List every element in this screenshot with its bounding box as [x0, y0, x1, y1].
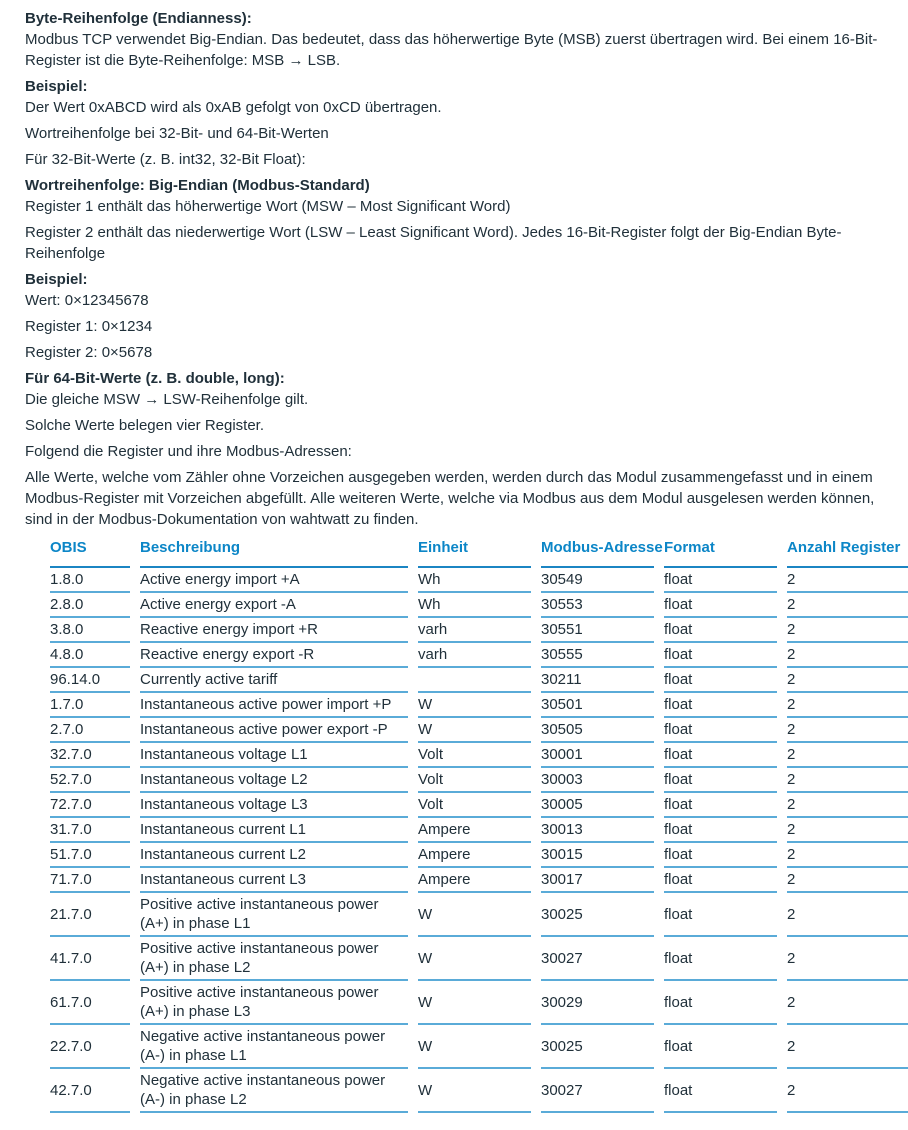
paragraph — [25, 342, 884, 363]
column-header-einheit: Einheit — [418, 535, 531, 568]
cell-einheit: W — [418, 981, 531, 1025]
cell-modbus-adresse: 30211 — [541, 668, 654, 693]
paragraph — [25, 123, 884, 144]
section-heading: Wortreihenfolge: Big-Endian (Modbus-Standard) — [25, 177, 370, 194]
cell-format: float — [664, 593, 777, 618]
cell-beschreibung: Negative active instantaneous power (A-) in phase L2 — [140, 1069, 408, 1113]
cell-beschreibung: Instantaneous active power export -P — [140, 718, 408, 743]
section-body: Modbus TCP verwendet Big-Endian. Das bedeutet, dass das höherwertige Byte (MSB) zuerst übertragen wird. Bei einem 16-Bit-Register ist die Byte-Reihenfolge: MSB → LSB. — [25, 31, 878, 69]
cell-obis: 2.7.0 — [50, 718, 130, 743]
cell-beschreibung: Active energy export -A — [140, 593, 408, 618]
cell-einheit — [418, 668, 531, 693]
section-body: Wortreihenfolge bei 32-Bit- und 64-Bit-Werten — [25, 125, 329, 142]
cell-anzahl-register: 2 — [787, 568, 908, 593]
cell-einheit: Ampere — [418, 868, 531, 893]
table-row — [50, 1025, 908, 1069]
cell-obis: 72.7.0 — [50, 793, 130, 818]
cell-einheit: varh — [418, 643, 531, 668]
cell-modbus-adresse: 30015 — [541, 843, 654, 868]
cell-beschreibung: Active energy import +A — [140, 568, 408, 593]
cell-format: float — [664, 981, 777, 1025]
cell-modbus-adresse: 30001 — [541, 743, 654, 768]
cell-beschreibung: Reactive energy export -R — [140, 643, 408, 668]
text-content — [25, 8, 884, 530]
cell-einheit: Ampere — [418, 818, 531, 843]
paragraph — [25, 415, 884, 436]
cell-beschreibung: Instantaneous voltage L1 — [140, 743, 408, 768]
table-row — [50, 843, 908, 868]
cell-modbus-adresse: 30027 — [541, 1069, 654, 1113]
cell-anzahl-register: 2 — [787, 593, 908, 618]
cell-obis: 41.7.0 — [50, 937, 130, 981]
cell-anzahl-register: 2 — [787, 618, 908, 643]
cell-anzahl-register: 2 — [787, 868, 908, 893]
cell-format: float — [664, 1069, 777, 1113]
section-body: Solche Werte belegen vier Register. — [25, 417, 265, 434]
cell-obis: 22.7.0 — [50, 1025, 130, 1069]
cell-anzahl-register: 2 — [787, 668, 908, 693]
section-body: Alle Werte, welche vom Zähler ohne Vorzeichen ausgegeben werden, werden durch das Modul zusammengefasst und in einem Modbus-Register mit Vorzeichen abgefüllt. Alle weiteren Werte, welche via Modbus aus dem Modul ausgelesen werden können, sind in der Modbus-Dokumentation von wahtwatt zu finden. — [25, 469, 875, 528]
modbus-register-table — [40, 535, 908, 1113]
column-header-beschreibung: Beschreibung — [140, 535, 408, 568]
cell-format: float — [664, 718, 777, 743]
cell-einheit: W — [418, 693, 531, 718]
cell-format: float — [664, 568, 777, 593]
cell-obis: 32.7.0 — [50, 743, 130, 768]
cell-obis: 4.8.0 — [50, 643, 130, 668]
cell-format: float — [664, 668, 777, 693]
cell-obis: 96.14.0 — [50, 668, 130, 693]
cell-modbus-adresse: 30013 — [541, 818, 654, 843]
cell-obis: 52.7.0 — [50, 768, 130, 793]
cell-obis: 1.8.0 — [50, 568, 130, 593]
cell-anzahl-register: 2 — [787, 743, 908, 768]
cell-beschreibung: Instantaneous current L1 — [140, 818, 408, 843]
table-row — [50, 668, 908, 693]
cell-format: float — [664, 618, 777, 643]
section-body: Register 1: 0×1234 — [25, 318, 153, 335]
cell-beschreibung: Instantaneous voltage L2 — [140, 768, 408, 793]
cell-beschreibung: Reactive energy import +R — [140, 618, 408, 643]
cell-obis: 71.7.0 — [50, 868, 130, 893]
cell-einheit: Volt — [418, 768, 531, 793]
cell-einheit: Wh — [418, 568, 531, 593]
cell-einheit: W — [418, 1069, 531, 1113]
cell-anzahl-register: 2 — [787, 893, 908, 937]
cell-einheit: Volt — [418, 743, 531, 768]
paragraph — [25, 467, 884, 530]
section-heading: Für 64-Bit-Werte (z. B. double, long): — [25, 370, 285, 387]
cell-format: float — [664, 1025, 777, 1069]
table-row — [50, 768, 908, 793]
table-header — [50, 535, 908, 568]
cell-anzahl-register: 2 — [787, 693, 908, 718]
cell-anzahl-register: 2 — [787, 793, 908, 818]
section-body: Register 2 enthält das niederwertige Wort (LSW – Least Significant Word). Jedes 16-Bit-Register folgt der Big-Endian Byte-Reihenfolge — [25, 224, 842, 262]
section — [25, 269, 884, 311]
cell-format: float — [664, 843, 777, 868]
cell-einheit: Ampere — [418, 843, 531, 868]
cell-modbus-adresse: 30555 — [541, 643, 654, 668]
cell-modbus-adresse: 30029 — [541, 981, 654, 1025]
cell-modbus-adresse: 30003 — [541, 768, 654, 793]
section-heading: Beispiel: — [25, 271, 88, 288]
table-row — [50, 593, 908, 618]
table-row — [50, 1069, 908, 1113]
cell-einheit: W — [418, 893, 531, 937]
table-row — [50, 981, 908, 1025]
section-heading: Byte-Reihenfolge (Endianness): — [25, 10, 252, 27]
cell-anzahl-register: 2 — [787, 818, 908, 843]
cell-modbus-adresse: 30551 — [541, 618, 654, 643]
cell-obis: 3.8.0 — [50, 618, 130, 643]
section-heading: Beispiel: — [25, 78, 88, 95]
cell-beschreibung: Positive active instantaneous power (A+) in phase L3 — [140, 981, 408, 1025]
cell-beschreibung: Positive active instantaneous power (A+) in phase L1 — [140, 893, 408, 937]
cell-beschreibung: Positive active instantaneous power (A+) in phase L2 — [140, 937, 408, 981]
cell-anzahl-register: 2 — [787, 768, 908, 793]
cell-anzahl-register: 2 — [787, 843, 908, 868]
column-header-format: Format — [664, 535, 777, 568]
paragraph — [25, 441, 884, 462]
section-body: Folgend die Register und ihre Modbus-Adressen: — [25, 443, 352, 460]
cell-format: float — [664, 893, 777, 937]
column-header-modbus-adresse: Modbus-Adresse — [541, 535, 654, 568]
cell-obis: 42.7.0 — [50, 1069, 130, 1113]
cell-beschreibung: Instantaneous voltage L3 — [140, 793, 408, 818]
paragraph — [25, 222, 884, 264]
cell-anzahl-register: 2 — [787, 1069, 908, 1113]
cell-modbus-adresse: 30025 — [541, 893, 654, 937]
table-row — [50, 793, 908, 818]
section-body: Wert: 0×12345678 — [25, 292, 149, 309]
section — [25, 368, 884, 410]
cell-beschreibung: Currently active tariff — [140, 668, 408, 693]
cell-modbus-adresse: 30549 — [541, 568, 654, 593]
cell-anzahl-register: 2 — [787, 1025, 908, 1069]
section-body: Register 1 enthält das höherwertige Wort (MSW – Most Significant Word) — [25, 198, 511, 215]
table-row — [50, 743, 908, 768]
section-body: Register 2: 0×5678 — [25, 344, 153, 361]
section-body: Die gleiche MSW → LSW-Reihenfolge gilt. — [25, 391, 309, 408]
cell-beschreibung: Instantaneous current L3 — [140, 868, 408, 893]
table-row — [50, 893, 908, 937]
cell-modbus-adresse: 30505 — [541, 718, 654, 743]
cell-modbus-adresse: 30005 — [541, 793, 654, 818]
cell-obis: 51.7.0 — [50, 843, 130, 868]
table-row — [50, 568, 908, 593]
cell-obis: 2.8.0 — [50, 593, 130, 618]
table-row — [50, 868, 908, 893]
column-header-obis: OBIS — [50, 535, 130, 568]
section — [25, 175, 884, 217]
cell-format: float — [664, 937, 777, 981]
cell-obis: 21.7.0 — [50, 893, 130, 937]
cell-modbus-adresse: 30025 — [541, 1025, 654, 1069]
cell-modbus-adresse: 30017 — [541, 868, 654, 893]
section — [25, 8, 884, 71]
table-row — [50, 643, 908, 668]
cell-beschreibung: Instantaneous current L2 — [140, 843, 408, 868]
cell-obis: 31.7.0 — [50, 818, 130, 843]
cell-anzahl-register: 2 — [787, 718, 908, 743]
cell-format: float — [664, 868, 777, 893]
section-body: Der Wert 0xABCD wird als 0xAB gefolgt von 0xCD übertragen. — [25, 99, 442, 116]
column-header-anzahl-register: Anzahl Register — [787, 535, 908, 568]
cell-modbus-adresse: 30501 — [541, 693, 654, 718]
cell-einheit: W — [418, 937, 531, 981]
section — [25, 76, 884, 118]
cell-einheit: W — [418, 718, 531, 743]
header-row — [50, 535, 908, 568]
cell-format: float — [664, 768, 777, 793]
cell-format: float — [664, 743, 777, 768]
table-row — [50, 937, 908, 981]
cell-format: float — [664, 818, 777, 843]
cell-einheit: Wh — [418, 593, 531, 618]
paragraph — [25, 316, 884, 337]
table-body — [50, 568, 908, 1113]
cell-obis: 61.7.0 — [50, 981, 130, 1025]
table-row — [50, 618, 908, 643]
cell-einheit: W — [418, 1025, 531, 1069]
table-row — [50, 818, 908, 843]
cell-format: float — [664, 793, 777, 818]
cell-format: float — [664, 693, 777, 718]
section-body: Für 32-Bit-Werte (z. B. int32, 32-Bit Float): — [25, 151, 306, 168]
cell-einheit: Volt — [418, 793, 531, 818]
cell-modbus-adresse: 30553 — [541, 593, 654, 618]
cell-format: float — [664, 643, 777, 668]
cell-anzahl-register: 2 — [787, 937, 908, 981]
cell-anzahl-register: 2 — [787, 981, 908, 1025]
cell-modbus-adresse: 30027 — [541, 937, 654, 981]
paragraph — [25, 149, 884, 170]
cell-beschreibung: Negative active instantaneous power (A-) in phase L1 — [140, 1025, 408, 1069]
cell-anzahl-register: 2 — [787, 643, 908, 668]
cell-beschreibung: Instantaneous active power import +P — [140, 693, 408, 718]
table-row — [50, 693, 908, 718]
cell-obis: 1.7.0 — [50, 693, 130, 718]
cell-einheit: varh — [418, 618, 531, 643]
table-row — [50, 718, 908, 743]
